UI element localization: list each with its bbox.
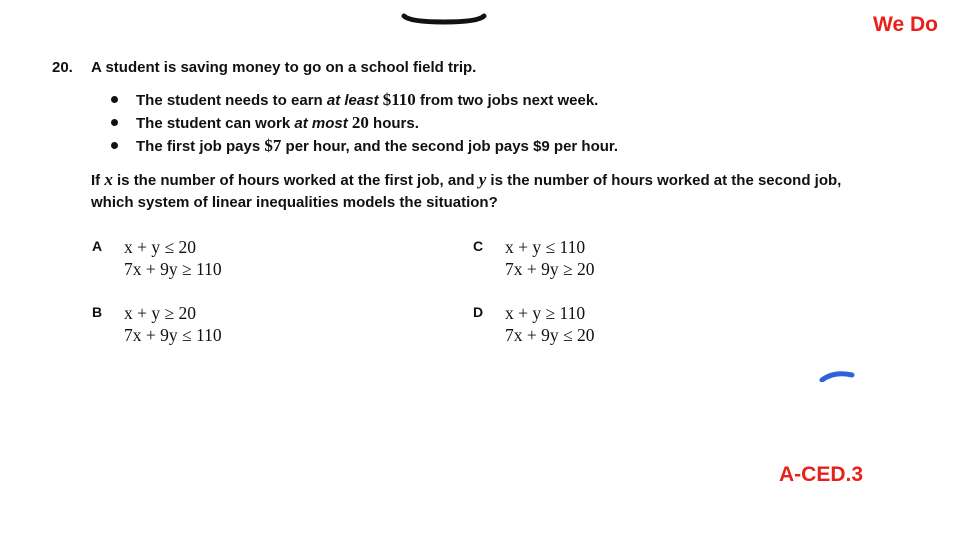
condition-item: The first job pays $7 per hour, and the second job pays $9 per hour.: [108, 135, 618, 158]
choice-system: x + y ≤ 110 7x + 9y ≥ 20: [505, 237, 595, 279]
standard-code: A-CED.3: [779, 463, 864, 486]
bullet-icon: [111, 119, 118, 126]
question-number: 20.: [52, 59, 73, 76]
choice-letter: C: [473, 238, 484, 254]
we-do-label: We Do: [873, 13, 938, 36]
choice-letter: B: [92, 304, 103, 320]
choice-letter: D: [473, 304, 484, 320]
ink-stroke-blue: [818, 368, 858, 382]
choice-system: x + y ≤ 20 7x + 9y ≥ 110: [124, 237, 222, 279]
condition-item: The student can work at most 20 hours.: [108, 112, 618, 135]
choice-system: x + y ≥ 110 7x + 9y ≤ 20: [505, 303, 595, 345]
question-stem: A student is saving money to go on a school field trip.: [91, 59, 477, 76]
condition-list: [108, 89, 618, 158]
choice-system: x + y ≥ 20 7x + 9y ≤ 110: [124, 303, 222, 345]
question-prompt: If x is the number of hours worked at the first job, and y is the number of hours worked at the second job, which system of linear inequalities models the situation?: [91, 170, 842, 211]
choice-letter: A: [92, 238, 103, 254]
ink-stroke-top: [398, 0, 490, 26]
condition-item: The student needs to earn at least $110 from two jobs next week.: [108, 89, 618, 112]
bullet-icon: [111, 96, 118, 103]
bullet-icon: [111, 142, 118, 149]
